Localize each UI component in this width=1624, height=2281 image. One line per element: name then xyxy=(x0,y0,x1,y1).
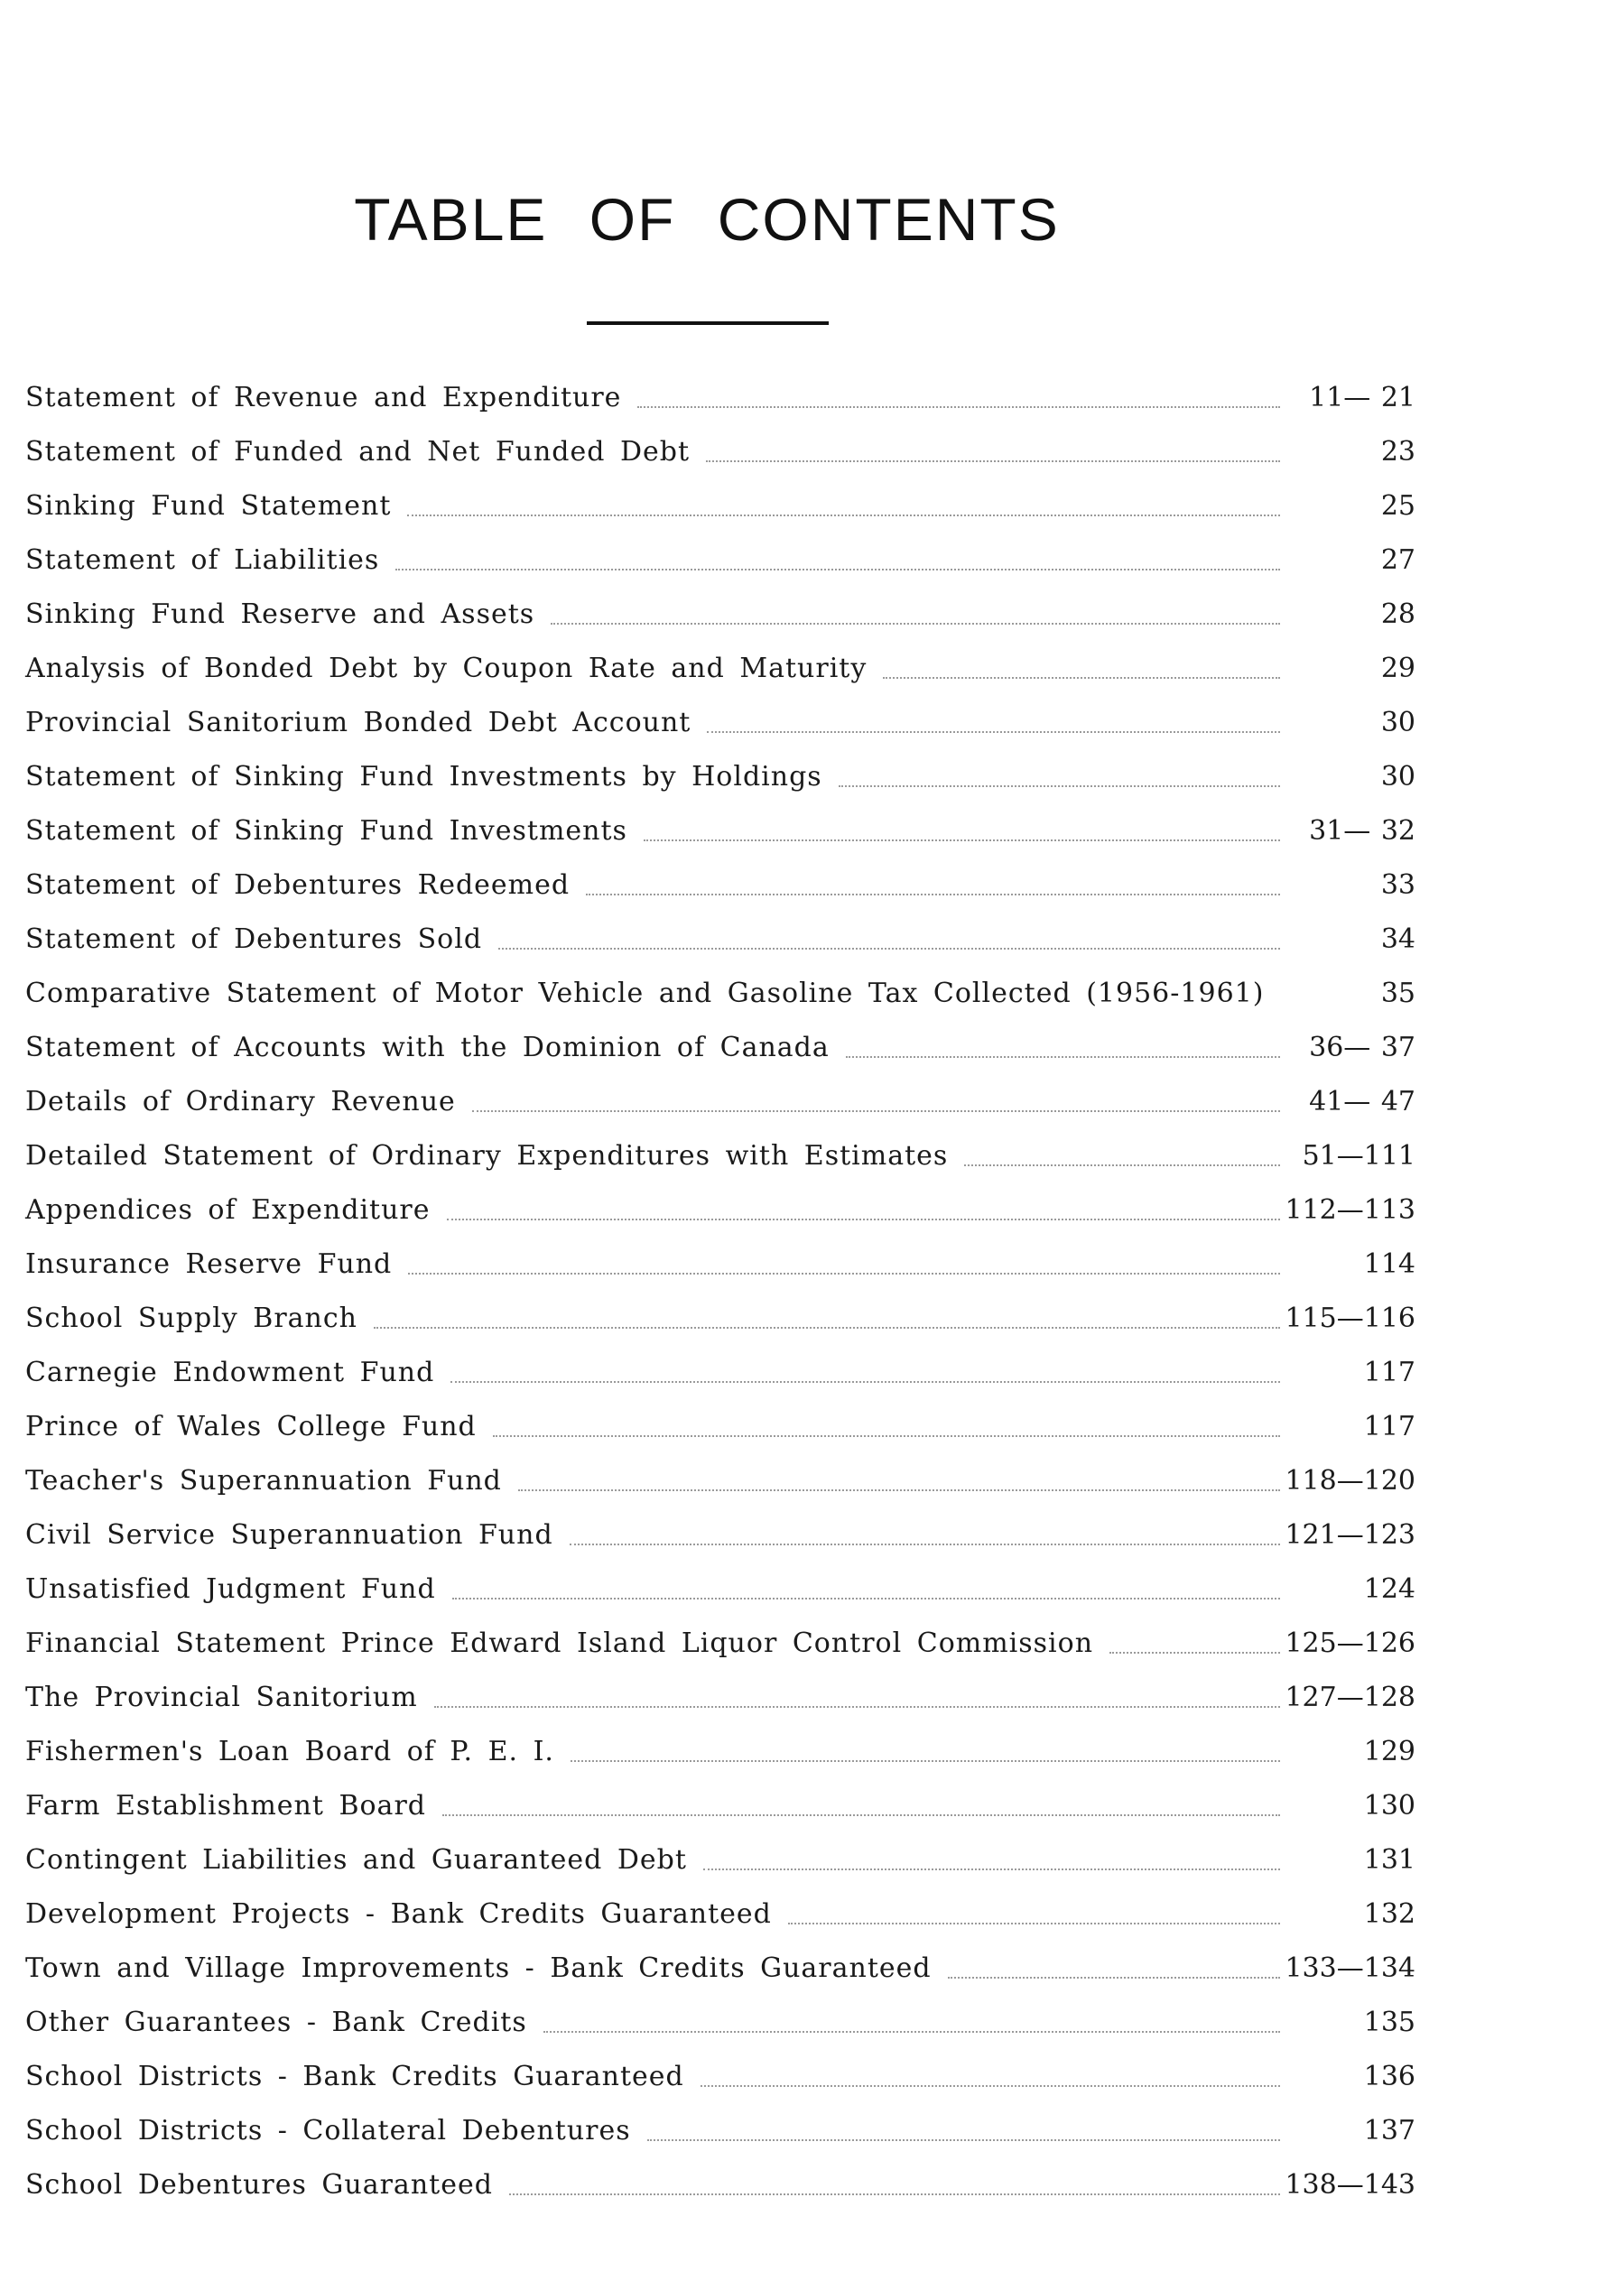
toc-entry xyxy=(25,424,1415,478)
toc-entry-label: Other Guarantees - Bank Credits xyxy=(25,2007,527,2038)
title-underline-rule xyxy=(587,321,829,325)
toc-entry-page-number: 29 xyxy=(1380,653,1415,684)
toc-entry-label: School Districts - Collateral Debentures xyxy=(25,2115,631,2147)
toc-entry xyxy=(25,1562,1415,1616)
dot-leader xyxy=(846,1056,1280,1058)
dot-leader xyxy=(543,2031,1280,2033)
toc-entry-page-number: 125—126 xyxy=(1285,1627,1415,1659)
toc-entry-page-number: 114 xyxy=(1363,1248,1415,1280)
toc-entry-page-number: 127—128 xyxy=(1285,1682,1415,1713)
toc-entry xyxy=(25,1345,1415,1399)
toc-entry-label: Statement of Liabilities xyxy=(25,544,380,576)
toc-entry-label: Comparative Statement of Motor Vehicle and Gasoline Tax Collected (1956-1961) xyxy=(25,978,1265,1009)
toc-entry-label: Statement of Revenue and Expenditure xyxy=(25,382,622,413)
toc-entry-label: The Provincial Sanitorium xyxy=(25,1682,418,1713)
dot-leader xyxy=(839,785,1280,787)
dot-leader xyxy=(637,406,1280,408)
dot-leader xyxy=(644,839,1280,841)
toc-entry-page-number: 33 xyxy=(1380,869,1415,901)
toc-entry xyxy=(25,1887,1415,1941)
toc-entry-page-number: 35 xyxy=(1380,978,1415,1009)
toc-entry xyxy=(25,912,1415,966)
toc-entry-page-number: 132 xyxy=(1363,1898,1415,1930)
dot-leader xyxy=(701,2085,1280,2087)
dot-leader xyxy=(703,1868,1280,1870)
dot-leader xyxy=(883,677,1280,679)
toc-entry-label: Details of Ordinary Revenue xyxy=(25,1086,456,1117)
toc-entry-label: Financial Statement Prince Edward Island Liquor Control Commission xyxy=(25,1627,1094,1659)
toc-entry xyxy=(25,1670,1415,1724)
dot-leader xyxy=(571,1760,1280,1762)
toc-entry xyxy=(25,1778,1415,1832)
dot-leader xyxy=(374,1327,1280,1329)
toc-entry xyxy=(25,370,1415,424)
toc-entry-label: Appendices of Expenditure xyxy=(25,1194,431,1226)
toc-entry-page-number: 117 xyxy=(1363,1411,1415,1442)
toc-entry-label: School Supply Branch xyxy=(25,1303,358,1334)
toc-entry-label: Contingent Liabilities and Guaranteed Debt xyxy=(25,1844,687,1876)
toc-entry-label: Development Projects - Bank Credits Guaranteed xyxy=(25,1898,772,1930)
dot-leader xyxy=(450,1381,1280,1383)
toc-entry-page-number: 129 xyxy=(1363,1736,1415,1767)
toc-entry-label: Statement of Sinking Fund Investments xyxy=(25,815,627,847)
toc-entry-page-number: 25 xyxy=(1380,490,1415,522)
dot-leader xyxy=(493,1435,1280,1437)
toc-entry-page-number: 30 xyxy=(1380,707,1415,738)
toc-entry-page-number: 11— 21 xyxy=(1309,382,1415,413)
toc-entry-label: Sinking Fund Reserve and Assets xyxy=(25,598,535,630)
toc-entry xyxy=(25,1507,1415,1562)
table-of-contents xyxy=(25,370,1415,2211)
dot-leader xyxy=(518,1489,1280,1491)
toc-entry-label: Statement of Sinking Fund Investments by Holdings xyxy=(25,761,822,793)
toc-entry-label: Farm Establishment Board xyxy=(25,1790,426,1822)
toc-entry xyxy=(25,1724,1415,1778)
dot-leader xyxy=(434,1706,1280,1708)
dot-leader xyxy=(442,1814,1280,1816)
toc-entry-page-number: 124 xyxy=(1363,1573,1415,1605)
toc-entry xyxy=(25,587,1415,641)
dot-leader xyxy=(407,515,1280,516)
toc-entry-page-number: 23 xyxy=(1380,436,1415,468)
toc-entry xyxy=(25,1399,1415,1453)
toc-entry xyxy=(25,2157,1415,2211)
toc-entry-label: Insurance Reserve Fund xyxy=(25,1248,393,1280)
toc-entry-page-number: 137 xyxy=(1363,2115,1415,2147)
toc-entry-page-number: 133—134 xyxy=(1285,1952,1415,1984)
toc-entry-page-number: 121—123 xyxy=(1285,1519,1415,1551)
toc-entry xyxy=(25,1453,1415,1507)
toc-entry xyxy=(25,803,1415,858)
toc-entry xyxy=(25,1020,1415,1074)
toc-entry-page-number: 27 xyxy=(1380,544,1415,576)
toc-entry xyxy=(25,478,1415,533)
toc-entry-page-number: 31— 32 xyxy=(1309,815,1415,847)
toc-entry-label: Fishermen's Loan Board of P. E. I. xyxy=(25,1736,554,1767)
toc-entry xyxy=(25,1832,1415,1887)
dot-leader xyxy=(452,1598,1280,1599)
toc-entry xyxy=(25,1291,1415,1345)
dot-leader xyxy=(509,2193,1280,2195)
dot-leader xyxy=(447,1219,1280,1220)
toc-entry-label: Unsatisfied Judgment Fund xyxy=(25,1573,436,1605)
toc-entry xyxy=(25,1128,1415,1182)
toc-entry-page-number: 131 xyxy=(1363,1844,1415,1876)
dot-leader xyxy=(647,2139,1280,2141)
toc-entry-label: Statement of Debentures Redeemed xyxy=(25,869,571,901)
toc-entry xyxy=(25,1995,1415,2049)
toc-entry-page-number: 115—116 xyxy=(1285,1303,1415,1334)
toc-entry-label: Detailed Statement of Ordinary Expenditures with Estimates xyxy=(25,1140,949,1172)
toc-entry-label: Statement of Accounts with the Dominion of Canada xyxy=(25,1032,830,1063)
toc-entry-page-number: 130 xyxy=(1363,1790,1415,1822)
dot-leader xyxy=(964,1164,1280,1166)
toc-entry-label: Prince of Wales College Fund xyxy=(25,1411,477,1442)
toc-entry-page-number: 117 xyxy=(1363,1357,1415,1388)
toc-entry-label: Town and Village Improvements - Bank Credits Guaranteed xyxy=(25,1952,932,1984)
toc-entry xyxy=(25,1182,1415,1237)
toc-entry xyxy=(25,749,1415,803)
toc-entry xyxy=(25,695,1415,749)
toc-entry xyxy=(25,2103,1415,2157)
toc-entry-page-number: 118—120 xyxy=(1285,1465,1415,1497)
dot-leader xyxy=(706,460,1280,462)
dot-leader xyxy=(498,948,1280,950)
toc-entry-label: Statement of Funded and Net Funded Debt xyxy=(25,436,691,468)
toc-entry xyxy=(25,966,1415,1020)
toc-entry-label: School Districts - Bank Credits Guaranteed xyxy=(25,2061,684,2092)
toc-entry xyxy=(25,533,1415,587)
toc-entry-page-number: 34 xyxy=(1380,923,1415,955)
toc-entry-label: Teacher's Superannuation Fund xyxy=(25,1465,502,1497)
toc-entry-page-number: 28 xyxy=(1380,598,1415,630)
toc-entry xyxy=(25,1237,1415,1291)
dot-leader xyxy=(586,894,1280,895)
toc-entry-label: Analysis of Bonded Debt by Coupon Rate and Maturity xyxy=(25,653,868,684)
toc-entry xyxy=(25,858,1415,912)
toc-entry xyxy=(25,1941,1415,1995)
toc-entry-page-number: 136 xyxy=(1363,2061,1415,2092)
toc-entry xyxy=(25,1616,1415,1670)
toc-entry-label: Provincial Sanitorium Bonded Debt Account xyxy=(25,707,691,738)
toc-entry xyxy=(25,2049,1415,2103)
toc-entry-page-number: 138—143 xyxy=(1285,2169,1415,2201)
toc-entry-page-number: 135 xyxy=(1363,2007,1415,2038)
page-title: TABLE OF CONTENTS xyxy=(354,186,1060,253)
dot-leader xyxy=(707,731,1280,733)
dot-leader xyxy=(570,1544,1280,1545)
toc-entry xyxy=(25,641,1415,695)
dot-leader xyxy=(948,1977,1280,1979)
toc-entry-label: Civil Service Superannuation Fund xyxy=(25,1519,553,1551)
toc-entry-page-number: 51—111 xyxy=(1302,1140,1415,1172)
toc-entry-label: Statement of Debentures Sold xyxy=(25,923,483,955)
toc-entry-page-number: 41— 47 xyxy=(1309,1086,1415,1117)
dot-leader xyxy=(408,1273,1280,1275)
dot-leader xyxy=(788,1923,1280,1924)
dot-leader xyxy=(472,1110,1280,1112)
toc-entry xyxy=(25,1074,1415,1128)
toc-entry-page-number: 36— 37 xyxy=(1309,1032,1415,1063)
dot-leader xyxy=(1109,1652,1280,1654)
dot-leader xyxy=(395,569,1280,570)
toc-entry-page-number: 30 xyxy=(1380,761,1415,793)
toc-entry-page-number: 112—113 xyxy=(1285,1194,1415,1226)
toc-entry-label: Carnegie Endowment Fund xyxy=(25,1357,435,1388)
dot-leader xyxy=(551,623,1280,625)
toc-entry-label: School Debentures Guaranteed xyxy=(25,2169,493,2201)
toc-entry-label: Sinking Fund Statement xyxy=(25,490,392,522)
